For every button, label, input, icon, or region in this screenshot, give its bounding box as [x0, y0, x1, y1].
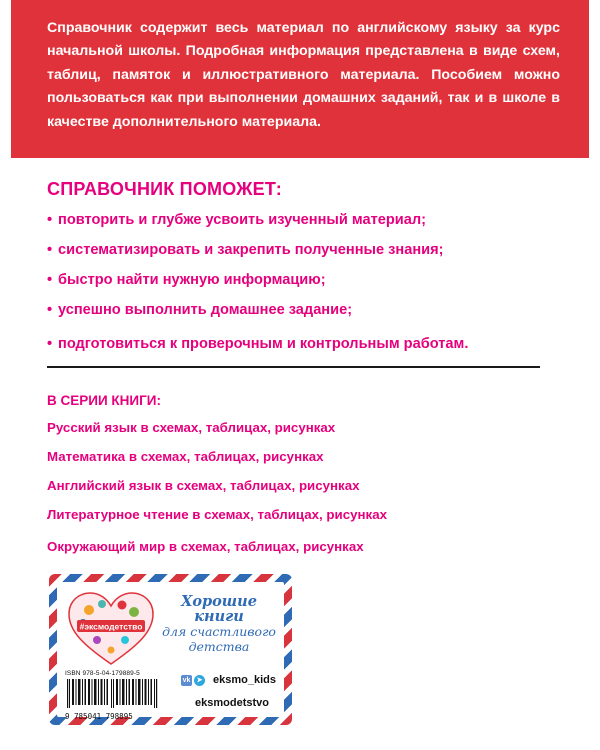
helps-item: • систематизировать и закрепить полученные знания; [47, 242, 444, 258]
bullet-icon: • [47, 272, 53, 288]
series-title: В СЕРИИ КНИГИ: [47, 393, 161, 408]
slogan-line: Хорошие [181, 593, 257, 610]
series-item: Окружающий мир в схемах, таблицах, рисунках [47, 539, 364, 554]
barcode-digits: 9 785041 798895 [65, 712, 133, 721]
slogan [161, 594, 277, 654]
helps-title: СПРАВОЧНИК ПОМОЖЕТ: [47, 179, 283, 199]
heart-logo-text: #эксмодетство [79, 621, 143, 632]
social-row [181, 674, 276, 686]
site-link[interactable]: eksmodetstvo [195, 697, 269, 709]
helps-item: • подготовиться к проверочным и контрольным работам. [47, 336, 469, 352]
helps-item: • быстро найти нужную информацию; [47, 272, 326, 288]
divider-line [47, 366, 540, 368]
heart-logo-icon [67, 590, 155, 668]
series-list [47, 420, 387, 568]
social-handle[interactable]: eksmo_kids [213, 674, 276, 686]
bullet-icon: • [47, 302, 53, 318]
slogan-line: для счастливого [162, 624, 276, 639]
series-item: Русский язык в схемах, таблицах, рисунках [47, 420, 336, 435]
helps-list [47, 210, 468, 364]
bullet-icon: • [47, 336, 53, 352]
bullet-icon: • [47, 242, 53, 258]
series-item: Математика в схемах, таблицах, рисунках [47, 449, 324, 464]
vk-icon[interactable]: vk [182, 676, 191, 684]
series-item: Английский язык в схемах, таблицах, рисунках [47, 478, 360, 493]
slogan-line: детства [188, 639, 250, 654]
isbn-text: ISBN 978-5-04-179889-5 [65, 670, 140, 677]
intro-text: Справочник содержит весь материал по английскому языку за курс начальной школы. Подробная информация представлена в виде схем, таблиц, памяток и иллюстративного материала. Пособием можно пользоваться как при выполнении домашних заданий, так и в школе в качестве дополнительного материала. [47, 20, 560, 130]
barcode-icon [65, 679, 165, 708]
airmail-card-inner [57, 582, 284, 721]
airmail-card [49, 574, 292, 725]
helps-item: • повторить и глубже усвоить изученный материал; [47, 212, 427, 228]
telegram-icon[interactable]: ➤ [194, 675, 205, 686]
helps-item: • успешно выполнить домашнее задание; [47, 302, 353, 318]
series-item: Литературное чтение в схемах, таблицах, рисунках [47, 507, 387, 522]
slogan-line: книги [194, 608, 244, 625]
bullet-icon: • [47, 212, 53, 228]
isbn-block [65, 670, 172, 721]
